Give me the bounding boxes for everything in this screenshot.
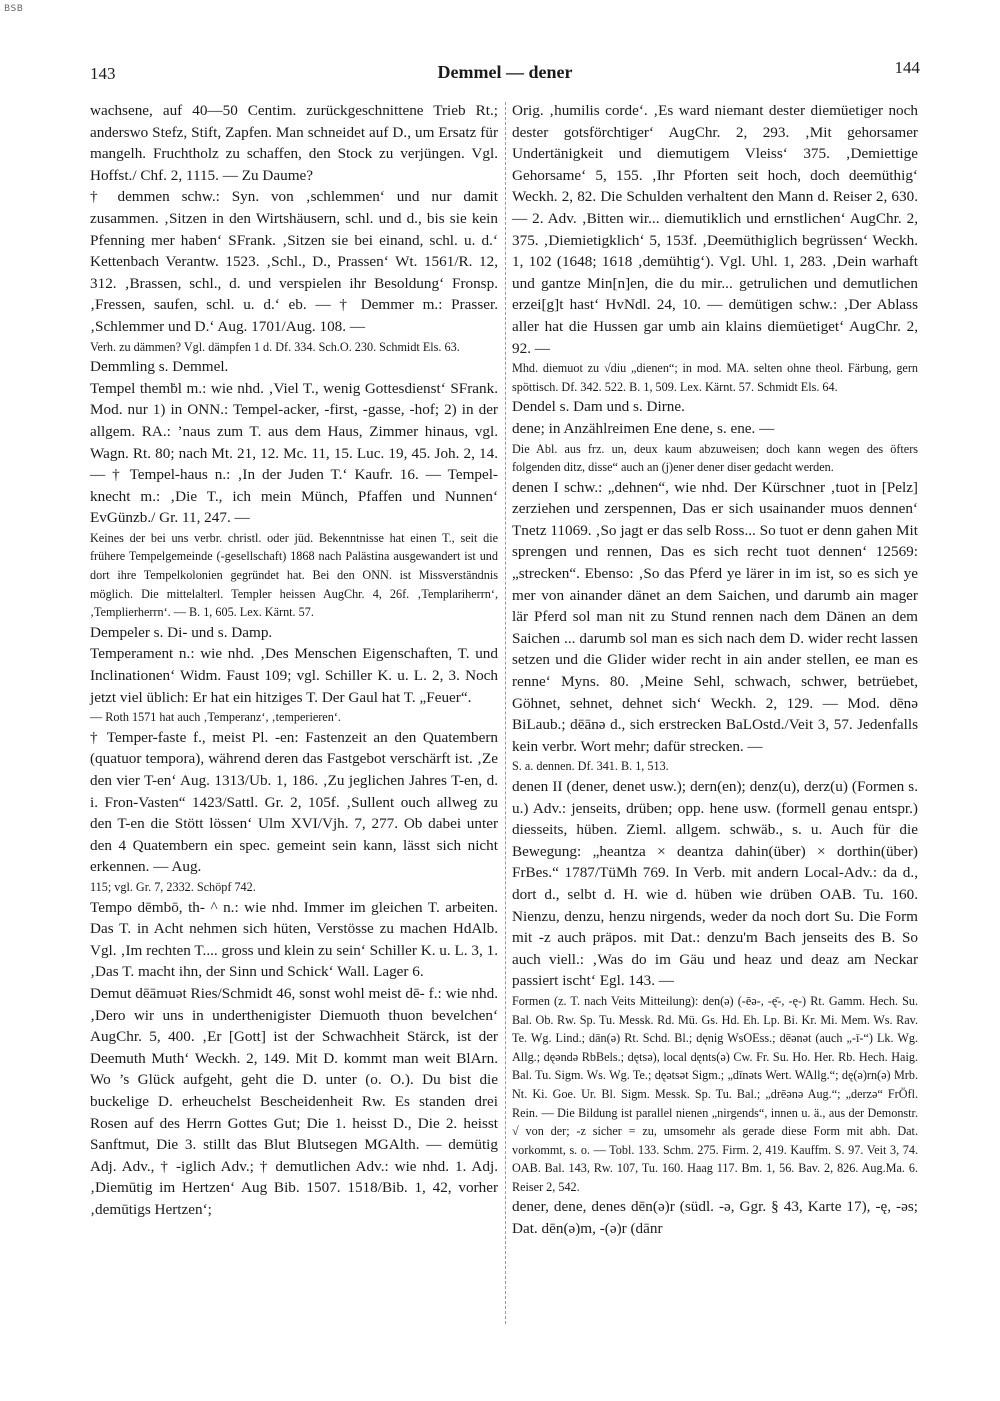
- entry-paragraph: denen I schw.: „dehnen“, wie nhd. Der Kürschner ‚tuot in [Pelz] zerziehen und zerspennen, Das er sich usainander muos dennen‘ Tnetz 11069. ‚So jagt er das selb Ross... So tuot er denn gahen Mit sprengen und rennen, Das es sich recht tuot dennen‘ 12569: „strecken“. Ebenso: ‚So das Pferd ye lärer in im ist, so es sich ye mer von ainander dänet an dem Saichen, und darumb ain mager lär Pferd sol man nit zu Stund rennen nach dem Dänen an dem Saichen ... darumb sol man es sich nach dem D. wider recht lassen setzen und die Glider wider recht in ain ander stellen, ee man es renne‘ Myns. 80. ‚Meine Sehl, schwach, schwer, betrüebet, Göhnet, sehnet, dehnet sich‘ Weckh. 2, 129. — Mod. dēnə BiLaub.; dēānə d., sich erstrecken BaLOstd./Veit 3, 57. Jedenfalls kein verbr. Wort mehr; dafür strecken. —: [512, 478, 918, 755]
- entry-paragraph: Orig. ‚humilis corde‘. ‚Es ward niemant dester diemüetiger noch dester gotsförchtiger‘ AugChr. 2, 293. ‚Mit gehorsamer Undertänigkeit und diemutigem Vleiss‘ 375. ‚Demiettige Gehorsame‘ 5, 155. ‚Ihr Pforten seit hoch, doch deemüthig‘ Weckh. 2, 82. Die Schulden verhaltent den Mann d. Reiser 2, 630. — 2. Adv. ‚Bitten wir... diemutiklich und ernstlichen‘ AugChr. 2, 375. ‚Diemietigklich‘ 5, 153f. ‚Deemüthiglich begrüssen‘ Weckh. 1, 102 (1648; 1618 ‚demühtig‘). Vgl. Uhl. 1, 283. ‚Dein warhaft und gantze Min[n]en, die du mir... getrulichen und demutlichen erzei[g]t hast‘ HvNdl. 24, 10. — demütigen schw.: ‚Der Ablass aller hat die Hussen gar umb ain klains diemüetiget‘ AugChr. 2, 92. —: [512, 102, 918, 357]
- entry-paragraph: wachsene, auf 40—50 Centim. zurückgeschnittene Trieb Rt.; anderswo Stefz, Stift, Zapfen. Man schneidet auf D., um Ersatz für mangelh. Fruchtholz zu schaffen, den Stock zu verjüngen. Vgl. Hoffst./ Chf. 2, 1115. — Zu Daume?: [90, 102, 498, 184]
- entry-paragraph: dener, dene, denes dēn(ə)r (südl. -ə, Ggr. § 43, Karte 17), -ę, -əs; Dat. dēn(ə)m, -(ə)r (dānr: [512, 1198, 918, 1238]
- page-number-left: 143: [90, 64, 116, 83]
- entry-paragraph: Dempeler s. Di- und s. Damp.: [90, 623, 273, 641]
- entry-paragraph: Demut dēāmuət Ries/Schmidt 46, sonst wohl meist dē- f.: wie nhd. ‚Dero wir uns in underthenigister Diemuoth thuon bevelchen‘ AugChr. 5, 400. ‚Er [Gott] ist der Schwachheit Stärck, ist der Deemuth Muth‘ Weckh. 2, 149. Mit D. kommt man weit BlArn. Wo ’s Glück aufgeht, geht die D. unter (o. O.). Du bist die buckelige D. erheuchelst Bescheidenheit Rw. Es standen drei Rosen auf des Herrn Gottes Gut; Die 1. heisst D., Die 2. heisst Sanftmut, Die 3. stillt das Blut Blutsegen MGAlth. — demütig Adj. Adv., † -iglich Adv.; † demutlichen Adv.: wie nhd. 1. Adj. ‚Diemūtig im Hertzen‘ Aug Bib. 1507. 1518/Bib. 1, 42, vorher ‚demūtigs Hertzen‘;: [90, 984, 498, 1218]
- entry-note: Formen (z. T. nach Veits Mitteilung): den(ə) (-ēə-, -ę̄-, -ę-) Rt. Gamm. Hech. Su. Bal. Ob. Rw. Sp. Tu. Messk. Rd. Mü. Gs. Hd. Eh. Lp. Bi. Kr. Mi. Mem. Ws. Rav. Te. Wg. Lind.; dān(ə) Rt. Schd. Bl.; dęnig WsOEss.; dēənət (auch „-ī-“) Lk. Wg. Allg.; dęəndə RbBels.; dętsə), local dęnts(ə) Cw. Fr. Su. Ho. Her. Rb. Hech. Haig. Bal. Tu. Sigm. Ws. Wg. Te.; dęətsət Sigm.; „dīnəts Wert. WAllg.“; dę(ə)rn(ə) Mrb. Nt. Ki. Goe. Ur. Bl. Sigm. Messk. Sp. Tu. Bal.; „drēənə Aug.“; „derzə“ FrÖfl. Rein. — Die Bildung ist parallel nienen „nirgends“, innen u. ä., aus der Demonstr. √ von der; -z sicher = zu, umsomehr als gerade diese Form mit abh. Dat. vorkommt, s. o. — Tobl. 133. Schm. 275. Firm. 2, 419. Kauffm. S. 97. Veit 3, 74. OAB. Bal. 143, Rw. 107, Tu. 160. Haag 117. Bm. 1, 56. Bav. 2, 826. Aug.Ma. 6. Reiser 2, 542.: [512, 993, 918, 1194]
- entry-paragraph: Demmling s. Demmel.: [90, 358, 229, 376]
- entry-paragraph: Temperament n.: wie nhd. ‚Des Menschen Eigenschaften, T. und Inclinationen‘ Widm. Faust 109; vgl. Schiller K. u. L. 2, 3. Noch jetzt viel üblich: Er hat ein hitziges T. Der Gaul hat T. „Feuer“.: [90, 645, 498, 706]
- right-column: [512, 100, 918, 1240]
- entry-paragraph: Tempo dēmbō, th- ^ n.: wie nhd. Immer im gleichen T. arbeiten. Das T. in Acht nehmen sich hüten, Verstösse zu machen HdAlb. Vgl. ‚Im rechten T.... gross und klein zu sein‘ Schiller K. u. L. 3, 1. ‚Das T. macht ihn, der Sinn und Schick‘ Wall. Lager 6.: [90, 898, 498, 981]
- entry-note: Die Abl. aus frz. un, deux kaum abzuweisen; doch kann wegen des öfters folgenden ditz, disse“ auch an (j)ener dener diser gedacht werden.: [512, 441, 918, 475]
- entry-note: 115; vgl. Gr. 7, 2332. Schöpf 742.: [90, 879, 256, 894]
- library-stamp: BSB: [4, 4, 24, 14]
- entry-paragraph: dene; in Anzählreimen Ene dene, s. ene. —: [512, 419, 775, 437]
- running-title: Demmel — dener: [437, 62, 573, 82]
- entry-note: — Roth 1571 hat auch ‚Temperanz‘, ‚temperieren‘.: [90, 710, 341, 725]
- entry-note: Keines der bei uns verbr. christl. oder jüd. Bekenntnisse hat einen T., seit die frühere Tempelgemeinde (-gesellschaft) 1868 nach Palästina ausgewandert ist und dort ihre Tempelkolonien gegründet hat. Bei den ONN. ist Missverständnis möglich. Die mittelalterl. Templer heissen AugChr. 4, 26f. ‚Templariherrn‘, ‚Templierherrn‘. — B. 1, 605. Lex. Kärnt. 57.: [90, 530, 498, 620]
- entry-note: Verh. zu dämmen? Vgl. dämpfen 1 d. Df. 334. Sch.O. 230. Schmidt Els. 63.: [90, 339, 460, 354]
- entry-note: S. a. dennen. Df. 341. B. 1, 513.: [512, 759, 669, 774]
- entry-paragraph: Dendel s. Dam und s. Dirne.: [512, 398, 685, 416]
- entry-paragraph: † demmen schw.: Syn. von ‚schlemmen‘ und nur damit zusammen. ‚Sitzen in den Wirtshäusern, schl. und d., bis sie kein Pfenning mer haben‘ SFrank. ‚Sitzen sie bei einand, schl. u. d.‘ Kettenbach Verantw. 1523. ‚Schl., D., Prassen‘ Wt. 1561/R. 12, 312. ‚Brassen, schl., d. und verspielen ihr Besoldung‘ Fronsp. ‚Fressen, saufen, schl. u. d.‘ eb. — † Demmer m.: Prasser. ‚Schlemmer und D.‘ Aug. 1701/Aug. 108. —: [90, 188, 498, 335]
- entry-paragraph: † Temper-faste f., meist Pl. -en: Fastenzeit an den Quatembern (quatuor tempora), während deren das Fastgebot verschärft ist. ‚Ze den vier T-en‘ Aug. 1313/Ub. 1, 186. ‚Zu jeglichen Jahres T-en, d. i. Fron-Vasten“ 1423/Sattl. Gr. 2, 105f. ‚Sullent ouch allweg zu den T-en die Stött lössen‘ Ulm XVI/Vjh. 7, 277. Ob dabei unter den 4 Quatembern ein spec. gemeint sein kann, lässt sich nicht erkennen. — Aug.: [90, 728, 498, 876]
- left-column: [90, 100, 498, 1220]
- page-number-right: 144: [894, 58, 920, 77]
- column-divider: [505, 102, 506, 1324]
- entry-note: Mhd. diemuot zu √diu „dienen“; in mod. MA. selten ohne theol. Färbung, gern spöttisch. Df. 342. 522. B. 1, 509. Lex. Kärnt. 57. Schmidt Els. 64.: [512, 361, 918, 394]
- page-header: [90, 58, 920, 86]
- entry-paragraph: Tempel themḃl m.: wie nhd. ‚Viel T., wenig Gottesdienst‘ SFrank. Mod. nur 1) in ONN.: Tempel-acker, -first, -gasse, -hof; 2) in der allgem. RA.: ’naus zum T. aus dem Haus, Zimmer hinaus, vgl. Wagn. Rt. 80; nach Mt. 21, 12. Mc. 11, 15. Luc. 19, 45. Joh. 2, 14. — † Tempel-haus n.: ‚In der Juden T.‘ Kaufr. 16. — Tempel-knecht m.: ‚Die T., ich mein Münch, Pfaffen und Nunnen‘ EvGünzb./ Gr. 11, 247. —: [90, 379, 498, 527]
- entry-paragraph: denen II (dener, denet usw.); dern(en); denz(u), derz(u) (Formen s. u.) Adv.: jenseits, drüben; opp. hene usw. (formell genau entspr.) diesseits, hüben. Zieml. allgem. schwäb., s. u. Auch für die Bewegung: „heantza × deantza dahin(über) × dorthin(über) FrBes.“ 1787/TüMh 769. In Verb. mit andern Local-Adv.: da d., dort d., selbt d. H. wie d. hüben wie drüben OAB. Tu. 160. Nienzu, denzu, henzu nirgends, weder da noch dort Su. Die Form mit -z auch präpos. mit Dat.: denzu'm Bach jenseits des B. So auch viell.: ‚Was do im Gäu und heaz und deaz am Neckar passiert ischt‘ Egl. 143. —: [512, 778, 918, 990]
